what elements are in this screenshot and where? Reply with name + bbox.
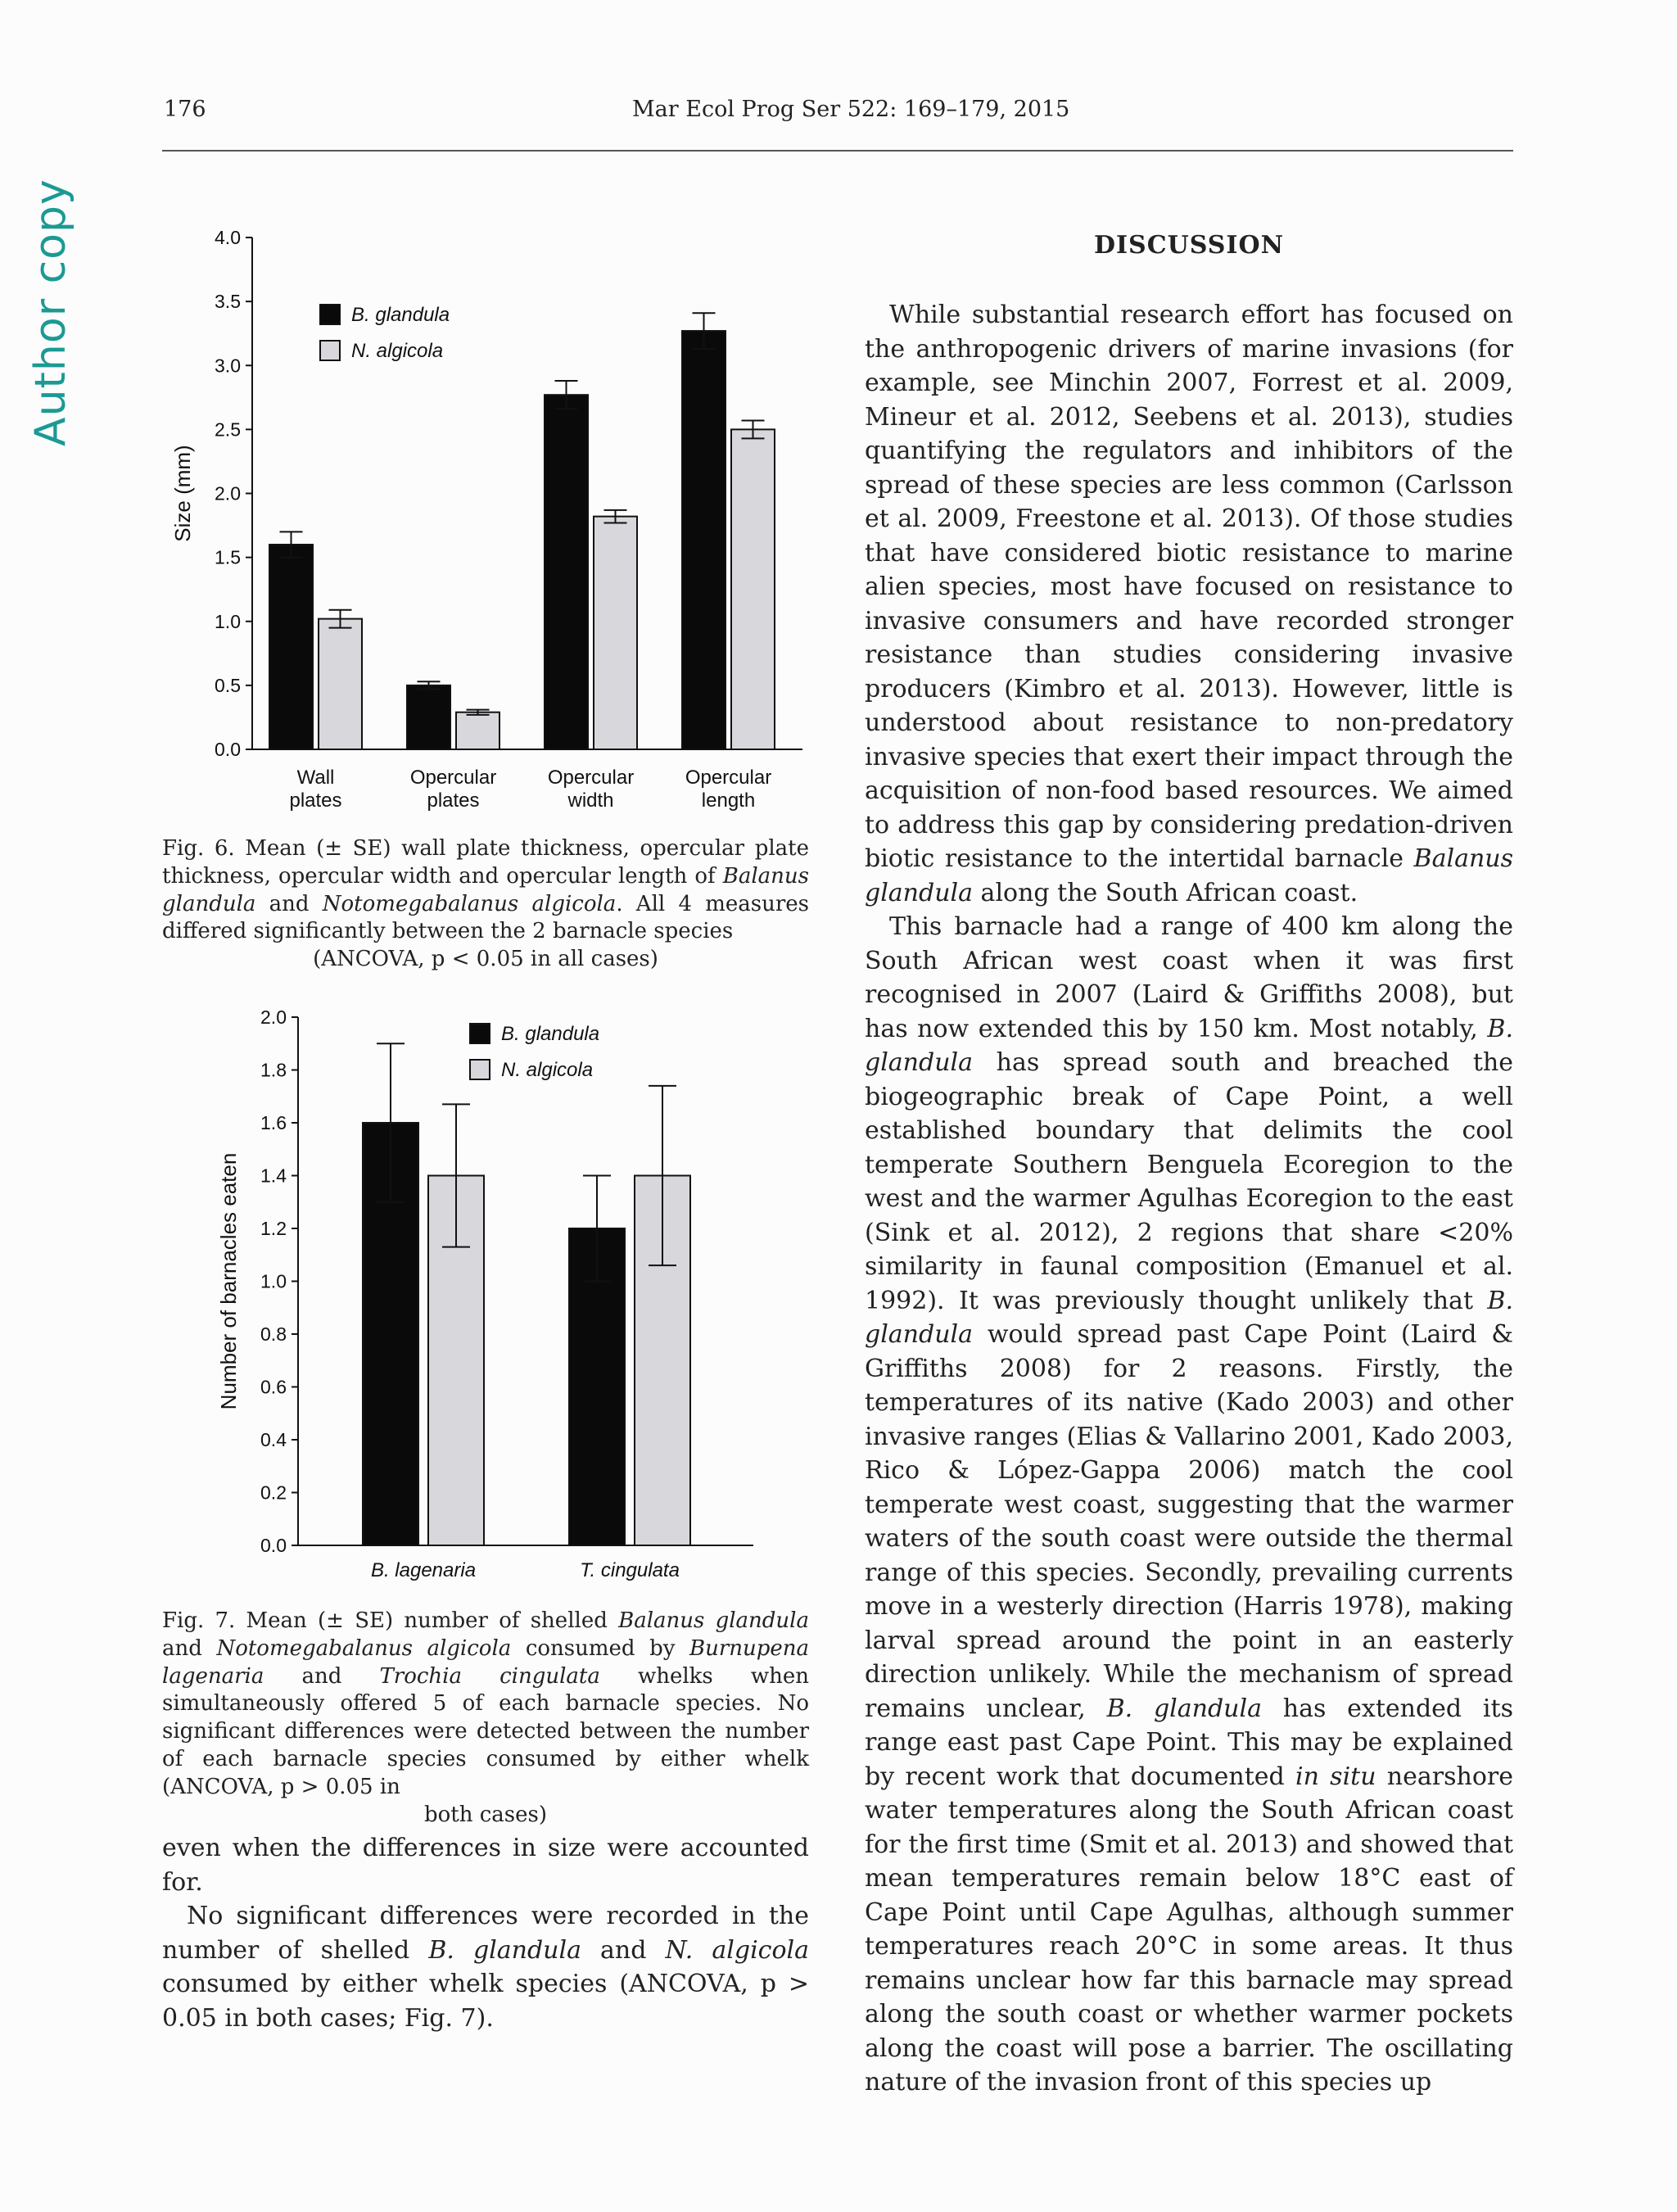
y-tick-label: 0.4 <box>260 1429 287 1450</box>
y-tick-label: 0.0 <box>260 1535 287 1556</box>
y-tick-label: 1.6 <box>260 1112 287 1133</box>
x-category-label: plates <box>427 789 480 812</box>
bar-bglandula-3 <box>545 395 588 749</box>
journal-reference: Mar Ecol Prog Ser 522: 169–179, 2015 <box>632 97 1070 122</box>
y-tick-label: 1.5 <box>215 546 241 568</box>
legend-label: B. glandula <box>351 304 450 326</box>
page-number: 176 <box>164 97 206 122</box>
figure-6-caption: Fig. 6. Mean (± SE) wall plate thickness, opercular plate thickness, opercular width and opercular length of Balanus glandula and Notomegabalanus algicola. All 4 measures differed significantly between the 2 barnacle species (ANCOVA, p < 0.05 in all cases) <box>162 836 810 972</box>
y-tick-label: 2.5 <box>215 418 241 441</box>
y-tick-label: 0.8 <box>260 1323 287 1345</box>
y-tick-label: 3.0 <box>215 355 241 377</box>
paragraph: even when the differences in size were accounted for. <box>162 1834 809 1897</box>
y-tick-label: 0.5 <box>215 674 241 696</box>
x-category-label: length <box>701 789 756 812</box>
y-tick-label: 0.0 <box>215 739 241 760</box>
bar-bglandula-1 <box>269 545 313 749</box>
y-tick-label: 1.4 <box>260 1165 287 1187</box>
x-category-label: plates <box>289 789 342 812</box>
y-tick-label: 4.0 <box>215 227 241 248</box>
author-copy-watermark: Author copy <box>26 179 75 446</box>
paragraph: This barnacle had a range of 400 km along the South African west coast when it was first recognised in 2007 (Laird & Griffiths 2008), but has now extended this by 150 km. Most notably, B. glandula has spread south and breached the biogeographic break of Cape Point, a well established boundary that delimits the cool temperate Southern Benguela Ecoregion to the west and the warmer Agulhas Ecoregion to the east (Sink et al. 2012), 2 regions that share <20% similarity in faunal composition (Emanuel et al. 1992). It was previously thought unlikely that B. glandula would spread past Cape Point (Laird & Griffiths 2008) for 2 reasons. Firstly, the temperatures of its native (Kado 2003) and other invasive ranges (Elias & Vallarino 2001, Kado 2003, Rico & López-Gappa 2006) match the cool temperate west coast, suggesting that the warmer waters of the south coast were outside the thermal range of this species. Secondly, prevailing currents move in a westerly direction (Harris 1978), making larval spread around the point in an easterly direction unlikely. While the mechanism of spread remains unclear, B. glandula has extended its range east past Cape Point. This may be explained by recent work that documented in situ nearshore water temperatures along the South African coast for the first time (Smit et al. 2013) and showed that mean temperatures remain below 18°C east of Cape Point until Cape Agulhas, although summer temperatures reach 20°C in some areas. It thus remains unclear how far this barnacle may spread along the south coast or whether warmer pockets along the coast will pose a barrier. The oscillating nature of the invasion front of this species up <box>865 912 1513 2097</box>
y-axis-label: Size (mm) <box>170 445 195 542</box>
y-tick-label: 1.0 <box>260 1270 287 1292</box>
y-tick-label: 2.0 <box>260 1006 287 1028</box>
bar-nalgicola-4 <box>731 429 775 749</box>
y-tick-label: 0.6 <box>260 1376 287 1398</box>
legend-swatch <box>470 1024 490 1043</box>
figure-6-chart <box>162 221 817 819</box>
y-tick-label: 0.2 <box>260 1481 287 1504</box>
legend-swatch <box>320 341 340 360</box>
paragraph: While substantial research effort has focused on the anthropogenic drivers of marine invasions (for example, see Minchin 2007, Forrest et al. 2009, Mineur et al. 2012, Seebens et al. 2013), studies quantifying the regulators and inhibitors of the spread of these species are less common (Carlsson et al. 2009, Freestone et al. 2013). Of those studies that have considered biotic resistance to marine alien species, most have focused on resistance to invasive consumers and have recorded stronger resistance than studies considering invasive producers (Kimbro et al. 2013). However, little is understood about resistance to non-predatory invasive species that exert their impact through the acquisition of non-food based resources. We aimed to address this gap by considering predation-driven biotic resistance to the intertidal barnacle Balanus glandula along the South African coast. <box>865 301 1513 907</box>
y-tick-label: 1.0 <box>215 610 241 632</box>
bar-bglandula-2 <box>407 685 450 749</box>
bar-nalgicola-3 <box>594 517 637 749</box>
x-category-label: T. cingulata <box>580 1559 680 1581</box>
x-category-label: Opercular <box>409 767 497 789</box>
legend-label: N. algicola <box>351 340 444 362</box>
bar-nalgicola-1 <box>319 619 362 749</box>
discussion-heading: DISCUSSION <box>1093 231 1284 260</box>
legend-swatch <box>320 305 340 324</box>
header-divider <box>162 150 1513 152</box>
y-tick-label: 2.0 <box>215 482 241 504</box>
figure-7-caption: Fig. 7. Mean (± SE) number of shelled Balanus glandula and Notomegabalanus algicola consumed by Burnupena lagenaria and Trochia cingulata whelks when simultaneously offered 5 of each barnacle species. No significant differences were detected between the number of each barnacle species consumed by either whelk (ANCOVA, p > 0.05 in both cases) <box>162 1608 810 1827</box>
paragraph: No significant differences were recorded in the number of shelled B. glandula and N. algicola consumed by either whelk species (ANCOVA, p > 0.05 in both cases; Fig. 7). <box>162 1902 810 2033</box>
figure-7-chart <box>162 995 817 1593</box>
discussion-text <box>865 298 1513 2100</box>
y-axis-label: Number of barnacles eaten <box>216 1152 241 1410</box>
y-tick-label: 1.8 <box>260 1059 287 1081</box>
x-category-label: Opercular <box>547 767 635 789</box>
x-category-label: Opercular <box>685 767 772 789</box>
x-category-label: Wall <box>296 767 335 789</box>
y-tick-label: 1.2 <box>260 1218 287 1239</box>
legend-swatch <box>470 1060 490 1079</box>
x-category-label: width <box>567 789 614 812</box>
bar-nalgicola-2 <box>456 712 499 749</box>
y-tick-label: 3.5 <box>215 291 241 313</box>
left-column-text <box>162 1831 809 2035</box>
legend-label: N. algicola <box>501 1059 594 1081</box>
bar-bglandula-4 <box>682 331 725 749</box>
legend-label: B. glandula <box>501 1023 600 1045</box>
x-category-label: B. lagenaria <box>370 1559 477 1581</box>
